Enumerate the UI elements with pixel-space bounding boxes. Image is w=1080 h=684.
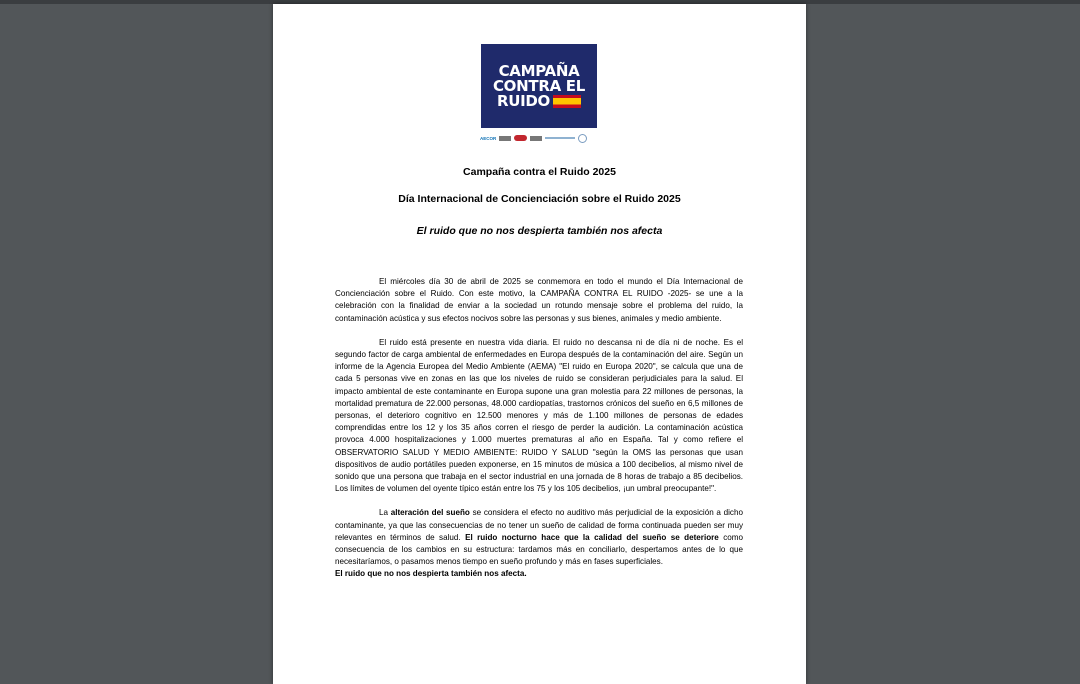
sponsor-logo-icon	[578, 134, 587, 143]
paragraph-1: El miércoles día 30 de abril de 2025 se conmemora en todo el mundo el Día Internacional de Concienciación sobre el Ruido. Con este motivo, la CAMPAÑA CONTRA EL RUIDO -2025- se une a la celebración con la finalidad de enviar a la sociedad un rotundo mensaje sobre el problema del ruido, la contaminación acústica y sus efectos nocivos sobre las personas y sus bienes, animales y medio ambiente.	[335, 277, 743, 323]
logo-line-1: CAMPAÑA	[498, 61, 580, 80]
paragraph-2: El ruido está presente en nuestra vida diaria. El ruido no descansa ni de día ni de noche. Es el segundo factor de carga ambiental de enfermedades en Europa después de la contaminación del aire. Según un informe de la Agencia Europea del Medio Ambiente (AEMA) "El ruido en Europa 2020", se calcula que una de cada 5 personas vive en zonas en las que los niveles de ruido se consideran perjudiciales para la salud. El impacto ambiental de este contaminante en Europa supone una gran molestia para 22 millones de personas, la mortalidad prematura de 22.000 personas, 48.000 cardiopatías, trastornos crónicos del sueño en 6,5 millones de personas, el deterioro cognitivo en 12.500 menores y más de 1.100 millones de personas de edades comprendidas entre los 12 y los 35 años corren el riesgo de perder la audición. La contaminación acústica provoca 4.000 hospitalizaciones y 1.000 muertes prematuras al año en España. Tal y como refiere el OBSERVATORIO SALUD Y MEDIO AMBIENTE: RUIDO Y SALUD "según la OMS las personas que usan dispositivos de audio portátiles pueden exponerse, en 15 minutos de música a 100 decibelios, al mismo nivel de sonido que una persona que trabaja en el sector industrial en una jornada de 8 horas de trabajo a 85 decibelios. Los límites de volumen del oyente típico están entre los 75 y los 105 decibelios, ¡un umbral preocupante!".	[335, 337, 743, 494]
paragraph-3-bold: alteración del sueño	[390, 508, 470, 518]
paragraph-3-text: como consecuencia de los cambios en su estructura: tardamos más en conciliarlo, despertamos antes de lo que necesitaríamos, o pasamos menos tiempo en sueño profundo y más en fases superficiales.	[335, 532, 744, 567]
sponsor-logo-icon	[545, 137, 575, 139]
sponsor-logos	[480, 133, 600, 143]
document-subtitle: El ruido que no nos despierta también nos afecta	[416, 225, 663, 237]
sponsor-logo-icon	[499, 136, 511, 141]
paragraph-3	[335, 507, 743, 580]
logo-line-3: RUIDO	[496, 91, 550, 110]
sponsor-aecor: AECOR	[480, 135, 497, 141]
sponsor-logo-icon	[514, 135, 527, 141]
paragraph-3-bold: El ruido nocturno hace que la calidad del sueño se deteriore	[465, 532, 719, 542]
paragraph-3-text: La	[379, 508, 391, 518]
paragraph-3-text: se considera el efecto no auditivo más perjudicial de la exposición a dicho contaminante, ya que las consecuencias de no tener un sueño de calidad de forma continuada pueden ser muy relevantes en términos de salud.	[335, 508, 743, 542]
document-body	[335, 276, 743, 593]
campaign-logo	[481, 44, 597, 128]
document-page	[273, 4, 806, 684]
spain-flag-icon	[553, 95, 581, 108]
logo-row-3	[496, 91, 581, 110]
logo-line-2: CONTRA EL	[492, 76, 586, 95]
document-title-2: Día Internacional de Concienciación sobre el Ruido 2025	[398, 193, 681, 205]
document-title: Campaña contra el Ruido 2025	[463, 166, 616, 178]
closing-statement: El ruido que no nos despierta también nos afecta.	[335, 569, 527, 579]
sponsor-logo-icon	[530, 136, 542, 141]
